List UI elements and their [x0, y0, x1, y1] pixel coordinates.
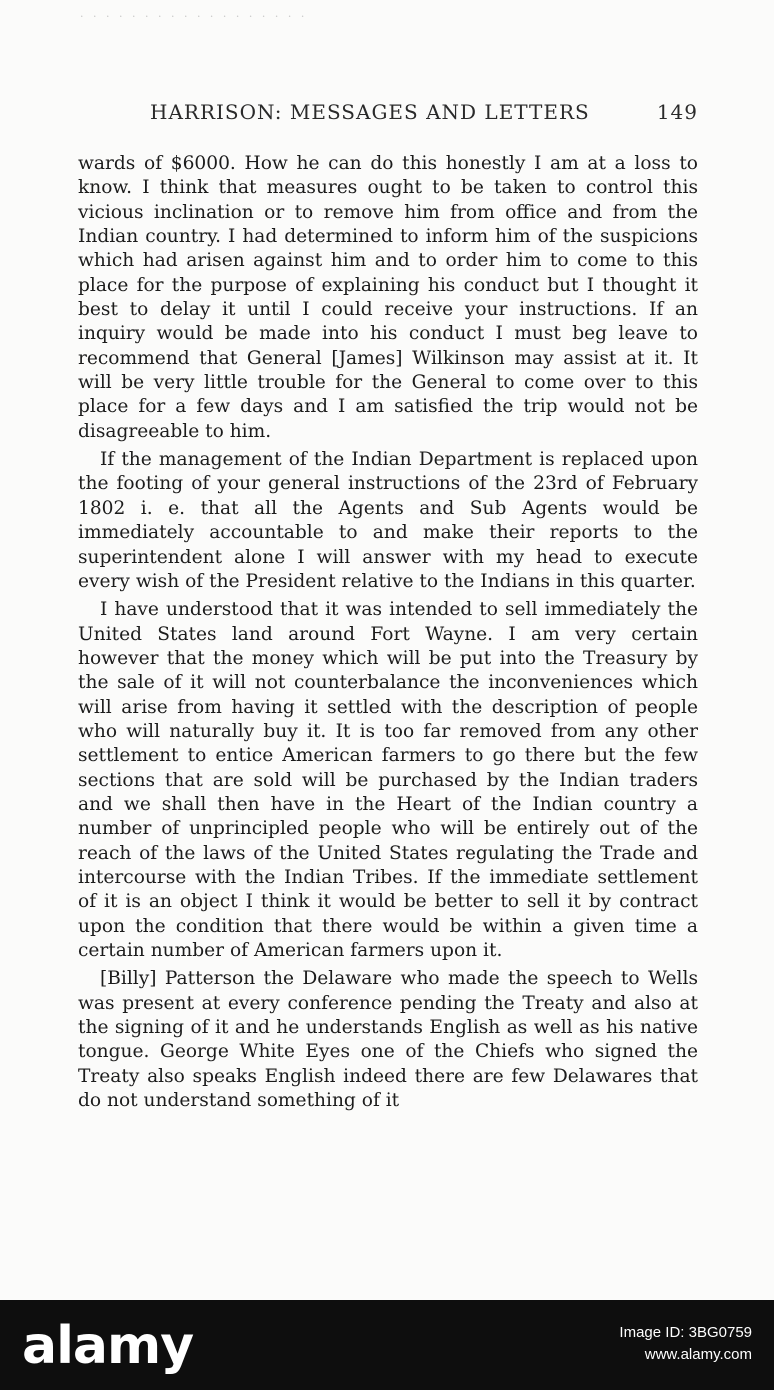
scan-artifact: · · · · · · · · · · · · · · · · · · [80, 10, 308, 23]
watermark-bar [0, 1300, 774, 1390]
paragraph-4: [Billy] Patterson the Delaware who made the speech to Wells was present at every conference pending the Treaty and also at the signing of it and he understands English as well as his native tongue. George White Eyes one of the Chiefs who signed the Treaty also speaks English indeed there are few Delawares that do not understand something of it [78, 968, 698, 1112]
image-id: Image ID: 3BG0759 [619, 1324, 752, 1341]
paragraph-1: wards of $6000. How he can do this honestly I am at a loss to know. I think that measures ought to be taken to control this vicious inclination or to remove him from office and from the Indian country. I had determined to inform him of the suspicions which had arisen against him and to order him to come to this place for the purpose of explaining his conduct but I thought it best to delay it until I could receive your instructions. If an inquiry would be made into his conduct I must beg leave to recommend that General [James] Wilkinson may assist at it. It will be very little trouble for the General to come over to this place for a few days and I am satisfied the trip would not be disagreeable to him. [78, 153, 698, 442]
body-text [78, 152, 698, 1113]
alamy-logo: alamy [22, 1316, 194, 1376]
paragraph-3: I have understood that it was intended to sell immediately the United States land around Fort Wayne. I am very certain however that the money which will be put into the Treasury by the sale of it will not counterbalance the inconveniences which will arise from having it settled with the description of people who will naturally buy it. It is too far removed from any other settlement to entice American farmers to go there but the few sections that are sold will be purchased by the Indian traders and we shall then have in the Heart of the Indian country a number of unprincipled people who will be entirely out of the reach of the laws of the United States regulating the Trade and intercourse with the Indian Tribes. If the immediate settlement of it is an object I think it would be better to sell it by contract upon the condition that there would be within a given time a certain number of American farmers upon it. [78, 599, 698, 961]
header-title: HARRISON: MESSAGES AND LETTERS [150, 100, 590, 124]
paragraph-2: If the management of the Indian Department is replaced upon the footing of your general instructions of the 23rd of February 1802 i. e. that all the Agents and Sub Agents would be immediately accountable to and make their reports to the superintendent alone I will answer with my head to execute every wish of the President relative to the Indians in this quarter. [78, 449, 698, 592]
watermark-meta [619, 1322, 752, 1366]
site-url: www.alamy.com [644, 1346, 752, 1363]
page-number: 149 [656, 100, 698, 124]
running-header [150, 100, 698, 130]
